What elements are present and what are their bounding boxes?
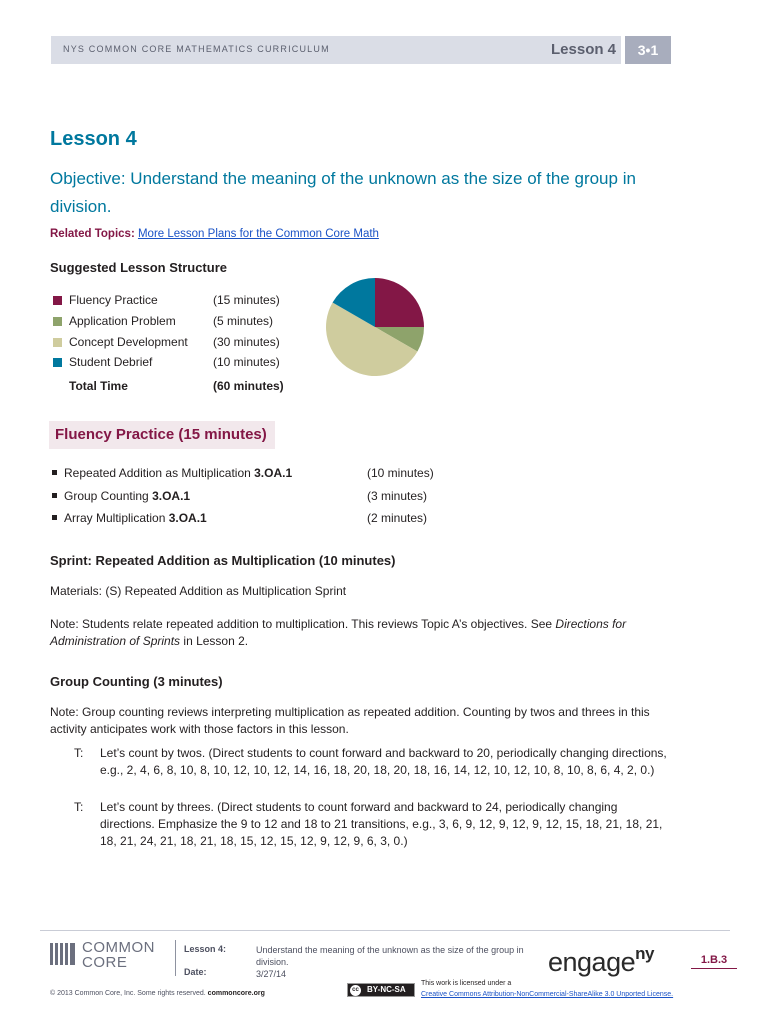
sprint-materials: Materials: (S) Repeated Addition as Multiplication Sprint [50, 584, 347, 598]
sprint-title: Sprint: Repeated Addition as Multiplication (10 minutes) [50, 553, 396, 568]
legend-swatch [53, 338, 62, 347]
pie-slice-fluency-practice [375, 278, 424, 327]
bullet-icon [52, 470, 57, 475]
sprint-note-emphasis: Directions for Administration of Sprints [50, 617, 627, 648]
legend-swatch [53, 296, 62, 305]
header-lesson: Lesson 4 [551, 41, 617, 58]
footer-description [256, 944, 536, 980]
footer-divider [175, 940, 176, 976]
license-line-1: This work is licensed under a [421, 980, 512, 987]
total-time-minutes: (60 minutes) [213, 379, 284, 393]
bullet-icon [52, 515, 57, 520]
common-core-logo-icon [50, 941, 78, 967]
fluency-item-standard: 3.OA.1 [152, 489, 191, 503]
lesson-title: Lesson 4 [50, 128, 137, 150]
structure-item-name: Concept Development [69, 335, 188, 349]
fluency-item-minutes: (2 minutes) [367, 511, 428, 525]
module-badge: 3•1 [625, 36, 671, 64]
objective: Objective: Understand the meaning of the unknown as the size of the group in division. [50, 169, 636, 216]
engageny-brand-sup: ny [635, 944, 654, 963]
page-number-rule [691, 968, 737, 969]
fluency-item-minutes: (3 minutes) [367, 489, 428, 503]
cc-license-badge [347, 983, 415, 997]
copyright [50, 990, 265, 997]
structure-item-minutes: (10 minutes) [213, 355, 280, 369]
fluency-item-name: Group Counting [64, 489, 153, 503]
sprint-note [50, 616, 672, 650]
page-number: 1.B.3 [700, 954, 728, 966]
related-topics-label: Related Topics: [50, 228, 138, 240]
engageny-brand: engage [548, 947, 636, 977]
fluency-title: Fluency Practice (15 minutes) [55, 426, 267, 443]
dialog-text: Let’s count by threes. (Direct students to count forward and backward to 24, periodically changing directions. Emphasize the 9 to 12 and 18 to 21 transitions, e.g., 3, 6, 9, 12, 9, 12, 9, 12, 15, 18, 21, 18, 21, 18, 21, 24, 21, 18, 21, 18, 15, 12, 15, 12, 9, 12, 9, 6, 3, 0.) [100, 800, 663, 848]
structure-item-name: Fluency Practice [69, 293, 158, 307]
fluency-item [52, 489, 190, 503]
structure-item-minutes: (15 minutes) [213, 293, 280, 307]
footer-lesson-description: Understand the meaning of the unknown as the size of the group in division. [256, 945, 524, 967]
dialog-text: Let’s count by twos. (Direct students to count forward and backward to 20, periodically changing directions, e.g., 2, 4, 6, 8, 10, 8, 10, 12, 10, 12, 14, 16, 18, 20, 18, 20, 18, 16, 14, 12, 10, 12, 10, 8, 10, 8, 6, 4, 2, 0.) [100, 746, 667, 777]
structure-item-minutes: (5 minutes) [213, 314, 274, 328]
structure-title: Suggested Lesson Structure [50, 260, 227, 275]
engageny-logo [548, 944, 654, 978]
curriculum-title: NYS COMMON CORE MATHEMATICS CURRICULUM [63, 44, 330, 54]
footer-rule [40, 930, 730, 931]
structure-item-name: Student Debrief [69, 355, 153, 369]
fluency-item-standard: 3.OA.1 [254, 466, 293, 480]
group-counting-note: Note: Group counting reviews interpreting multiplication as repeated addition. Counting by twos and threes in this activity anticipates work with those factors in this lesson. [50, 705, 650, 736]
total-time-label: Total Time [69, 379, 128, 393]
legend-swatch [53, 358, 62, 367]
sprint-note-text: Note: Students relate repeated addition to multiplication. This reviews Topic A’s objectives. See [50, 617, 556, 631]
copyright-site: commoncore.org [207, 990, 265, 997]
fluency-item [52, 466, 292, 480]
footer-date: 3/27/14 [256, 969, 287, 979]
fluency-item-name: Repeated Addition as Multiplication [64, 466, 255, 480]
structure-item-minutes: (30 minutes) [213, 335, 280, 349]
bullet-icon [52, 493, 57, 498]
dialog-speaker: T: [74, 746, 84, 760]
sprint-note-end: in Lesson 2. [180, 634, 249, 648]
lesson-structure-pie-chart [325, 277, 425, 377]
logo-line-2: CORE [82, 954, 128, 971]
fluency-item-name: Array Multiplication [64, 511, 169, 525]
group-counting-title: Group Counting (3 minutes) [50, 674, 223, 689]
logo-line-1: COMMON [82, 939, 155, 956]
license-link[interactable]: Creative Commons Attribution-NonCommercial-ShareAlike 3.0 Unported License. [421, 991, 674, 998]
legend-swatch [53, 317, 62, 326]
structure-item-name: Application Problem [69, 314, 176, 328]
fluency-item-minutes: (10 minutes) [367, 466, 434, 480]
footer-date-label: Date: [184, 967, 207, 977]
related-topics [50, 228, 379, 240]
cc-circle-icon: cc [350, 985, 361, 996]
fluency-item [52, 511, 207, 525]
common-core-logo-text [82, 940, 155, 970]
fluency-item-standard: 3.OA.1 [168, 511, 207, 525]
cc-badge-text: BY-NC-SA [367, 985, 406, 994]
copyright-text: © 2013 Common Core, Inc. Some rights reserved. [50, 990, 208, 997]
dialog-speaker: T: [74, 800, 84, 814]
footer-lesson-label: Lesson 4: [184, 944, 227, 954]
related-topics-link[interactable]: More Lesson Plans for the Common Core Math [137, 228, 379, 240]
